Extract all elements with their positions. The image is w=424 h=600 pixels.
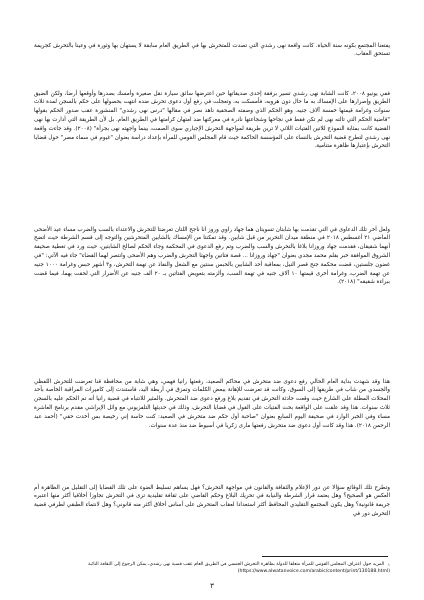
footnote-divider xyxy=(262,556,388,557)
footnote-number: ١ xyxy=(387,562,390,567)
footnote xyxy=(34,561,390,575)
paragraph-2: ففي يونيو ٢٠٠٨، كانت الشابة نهى رشدي تسير برفقة إحدى صديقاتها حين اعترضها سائق سيارة نقل صغيرة وأمسك بصدرها وأوقعها أرضا، ولكن الضيق الطريق وإصرارها على الإمساك به ما حال دون هروبه، فأمسكت به، وتعجلت في رفع أول دعوى تحرش ضده انتهت بحصولها على حكم بالسجن لمدة ثلاث سنوات وغرامة قيمتها خمسة آلاف جنيه. وهو الحكم الذي وصفته الصحفية ناهد نصر في مقالها "درس نهى رشدي" المنشورة عقب صدور الحكم بقولها "قاضية الحكم التي تالته نهى لم تكن فقط في نجاحها وشجاعتها نادرة في معركتها ضد امتهان كرامتها في الطريق العام. بل لأن الطريقة التي أدارت بها نهى القضية كانت بمثابة النموذج للاتين الفتيات اللاتي لا ترين طريقة لمواجهة التحرش الإجباري سوى الصمت، بينما واجهته نهى بجرأة" (٢٠٠٨). وقد جاءت واقعة نهى رشدي لتطرح قضية التحرش بالنساء على المؤسسة الحاكمة حيث قام المجلس القومي للمرأة بإعداد دراسة بعنوان "غيوم في سماء مصر" حول قضايا التحرش بإعتبارها ظاهرة متنامية. xyxy=(34,90,391,150)
paragraph-5: وتطرح تلك الوقائع سؤالا عن دور الإعلام والثقافة والقانون في مواجهة التحرش؟ فهل يساهم تسليط الضوء على تلك القضايا إلى التقليل من الظاهرة أم العكس هو الصحيح؟ وهل يعتمد قرار الشرطة والنيابة في تحريك البلاغ وحكم القاضي على ثقافة تقليدية ترى في التحرش تجاوزا أخلاقيا أكثر منها اعتبره جريمة قانونية؟ وهل يكون المجتمع التقليدي المحافظ أكثر استعدادا لعقاب المتحرش على أساس أخلاق أكثر منه قانوني؟ وهل لانتماء الطبقي لطرفي قضية التحرش دور في xyxy=(34,484,390,517)
paragraph-1: يفتعنا المجتمع بكونه سنة الحياة. كانت واقعة نهى رشدي التي تصدت للمتحرش بها في الطريق العام سابقة لا يستهان بها وثورة في وعينا بالتحرش كجريمة تستحق العقاب. xyxy=(34,42,390,58)
paragraph-3: ولعل أخر تلك الدعاوى في التي تقدمت بها شابتان تسويتان هما جهاد راوي وروز انا ناجح اللتان تعرضتا للتحرش والاعتداء بالسب والضرب مساء عيد الأضحى الماضي ٢١ أغسطس ٢٠١٨ في منطقة ميدان التحرير من قبل شابين. وقد تمكنتا من الإمساك بالشابين المتحرشين والتوجه إلى قسم الشرطة حيث اتضح أنهما شقيقان، فقدمت جهاد وروزانا بلاغا بالتحرش والسب والضرب وتم رفع الدعوى في المحكمة وجاء الحكم لصالح الشابتين، حيث ورد في تغطية صحيفة الشروق الموافقة خبر بقلم محمد مجدي بعنوان "جهاد وروزانا ... قصة فتاتين واجهتا التحرش والضرب وهم الأضحى وانتصر لهما القضاء" جاء فيه الآتي: "في غضون جلستين، قضت محكمة جنح قصر النيل، بمعاقبة أحد الشابين بالحبس سنتين مع الشغل والنفاذ عن تهمة التحرش، و٣ أشهر حبس وغرامة ١٠٠٠ جنيه عن تهمة الضرب، وغرامة أخرى قيمتها ١٠ آلاف جنيه في تهمة السب، وألزمته بتعويض الفتاتين بـ ٢٠ ألف جنيه عن الأضرار التي لحقت بهما، فيما قضت ببراءة شقيقه" (٢٠١٨). xyxy=(34,226,390,286)
footnote-text: المزيد حول اعتراف المجلس القومي للمرأة متعلقا للدولة بظاهرة التحرش الجنسي في الطريق العام عقب قضية نهى رشدي، يمكن الرجوع إلى الثقافة النائبة (https://www.alwatanvoice.com/arabic/content/print/130188.html) xyxy=(88,562,390,574)
paragraph-4: هذا وقد شهدت بداية العام الحالي رفع دعوى ضد متحرش في محاكم الصعيد، رفعتها رانيا فهمي، وهي شابة من محافظة قنا تعرضت للتحرش اللفظي والجسدي من شاب في طريقها إلى السوق، وكانت قد تعرضت للإهانة ببعض الكلمات وتمزق في أربطة اليد، فاستندت إلى كاميرات المراقبة الخاصة بأحد المحلات المطلة على الشارع حيث وقعت حادثة التحرش في تقديم بلاغ ورفع دعوى ضد المتحرش. والمثير للانتباه في قضية رانيا أنه تم الحكم عليه بالسجن ثلاث سنوات. هذا وقد علقت على الواقعة بحث الفتيات على القول في قضايا التحرش، وذلك في حديثها التلفزيوني مع وائل الإبراشي مقدم برنامج العاشرة مساء وفي الخبر الوارد في صحيفة اليوم السابع بعنوان "صاحبة أول حكم ضد متحرش في الصعيد: كنت حاسة إني رخيصة بس أخدت حقي" (أحمد عبد الرحمن ٢٠١٨). هذا وقد كانت أول دعوى ضد متحرش رفعتها مارى زكريا في أسيوط ضد منذ عدة سنوات. xyxy=(34,378,390,429)
page-number: ٣ xyxy=(210,582,214,590)
